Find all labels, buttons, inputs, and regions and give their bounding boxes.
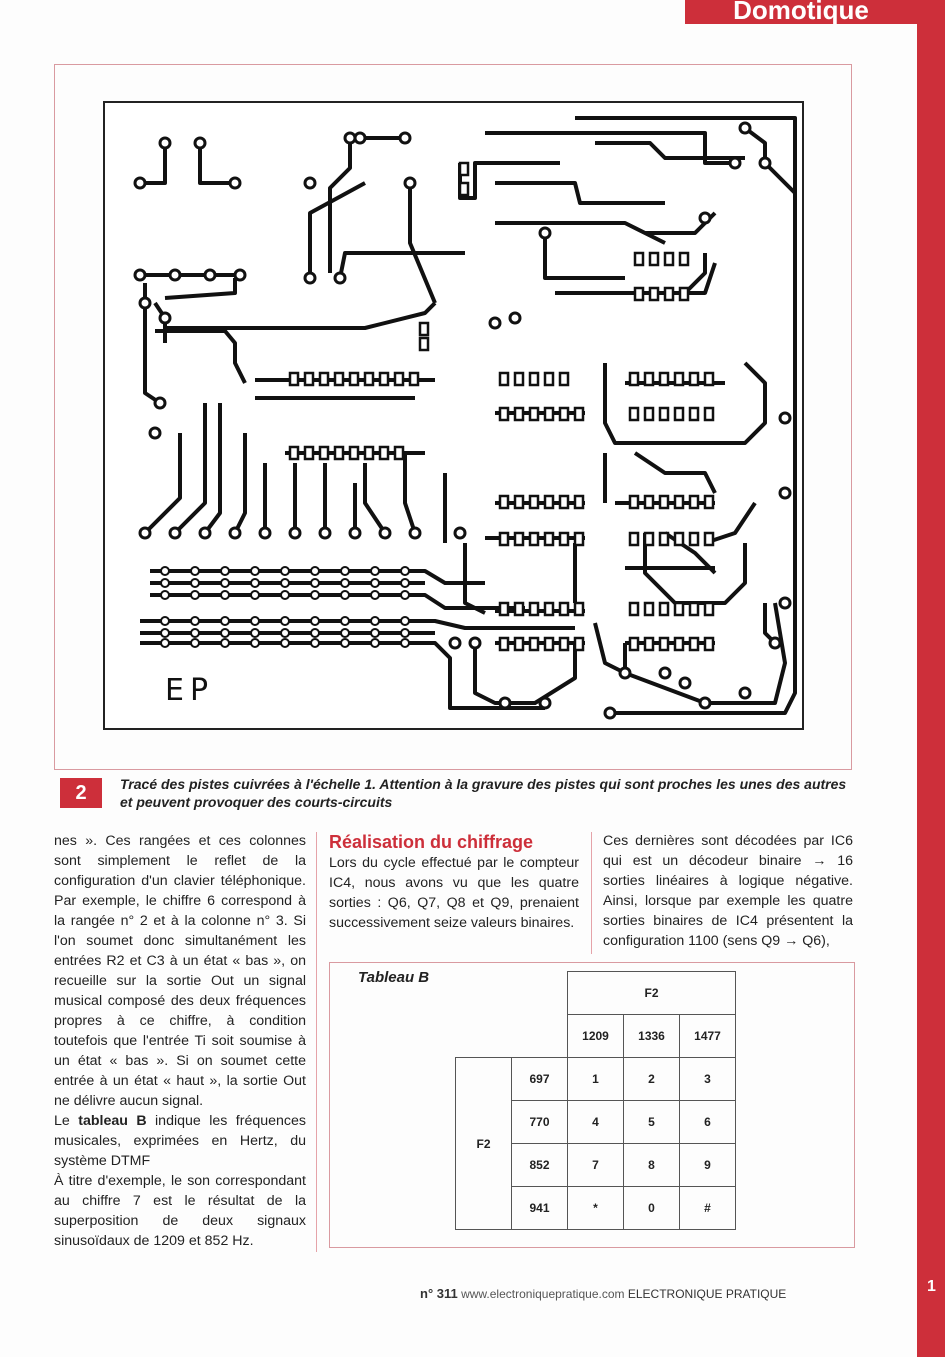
dtmf-table bbox=[455, 971, 736, 1230]
table-cell: 2 bbox=[624, 1058, 680, 1101]
figure-number-badge: 2 bbox=[60, 778, 102, 808]
text-column-2 bbox=[329, 831, 579, 933]
issue-number: n° 311 bbox=[420, 1286, 458, 1301]
row-header: 770 bbox=[512, 1101, 568, 1144]
column-divider bbox=[316, 832, 317, 1252]
column-header: 1336 bbox=[624, 1015, 680, 1058]
row-header: 852 bbox=[512, 1144, 568, 1187]
page-number-tab: 1 bbox=[927, 1278, 936, 1295]
table-cell: * bbox=[568, 1187, 624, 1230]
pcb-layout-image bbox=[103, 101, 804, 730]
column-header: 1477 bbox=[680, 1015, 736, 1058]
paragraph: À titre d'exemple, le son correspondant au chiffre 7 est le résultat de la superposition de deux signaux sinusoïdaux de 1209 et 852 Hz. bbox=[54, 1173, 306, 1249]
text-column-1 bbox=[54, 831, 306, 1251]
table-cell: 8 bbox=[624, 1144, 680, 1187]
column-divider bbox=[591, 832, 592, 954]
bold-reference: tableau B bbox=[78, 1113, 147, 1129]
section-heading: Réalisation du chiffrage bbox=[329, 832, 534, 852]
paragraph: nes ». Ces rangées et ces colonnes sont simplement le reflet de la configuration d'un clavier téléphonique. Par exemple, le chiffre 6 correspond à la rangée n° 2 et à la colonne n° 3. Si l'on soumet donc simultanément les entrées R2 et C3 à un état « bas », on recueille sur la sortie Out un signal musical composé des deux fréquences propres à ce chiffre, à condition toutefois que l'entrée Ti soit soumise à un état « bas ». Si on soumet cette entrée à un état « haut », la sortie Out ne délivre aucun signal. bbox=[54, 833, 306, 1109]
row-header: 697 bbox=[512, 1058, 568, 1101]
paragraph bbox=[54, 1111, 306, 1171]
table-cell: # bbox=[680, 1187, 736, 1230]
table-cell: 9 bbox=[680, 1144, 736, 1187]
table-cell: 0 bbox=[624, 1187, 680, 1230]
table-row bbox=[456, 1058, 736, 1101]
pcb-mark-label: EP bbox=[165, 673, 215, 708]
figure-caption: Tracé des pistes cuivrées à l'échelle 1. Attention à la gravure des pistes qui sont proches les unes des autres et peuvent provoquer des courts-circuits bbox=[120, 776, 847, 810]
column-header: 1209 bbox=[568, 1015, 624, 1058]
table-b-frame bbox=[329, 962, 855, 1248]
magazine-name: ELECTRONIQUE PRATIQUE bbox=[627, 1287, 787, 1301]
page-footer bbox=[420, 1286, 786, 1301]
table-cell: 7 bbox=[568, 1144, 624, 1187]
text-fragment: Le bbox=[54, 1113, 79, 1129]
pcb-tracks-drawing bbox=[105, 103, 802, 728]
page-edge-strip bbox=[917, 0, 945, 1357]
text-column-3 bbox=[603, 831, 853, 951]
paragraph: Lors du cycle effectué par le compteur IC4, nous avons vu que les quatre sorties : Q6, Q7, Q8 et Q9, prenaient successivement seize valeurs binaires. bbox=[329, 855, 579, 931]
table-cell: 1 bbox=[568, 1058, 624, 1101]
table-title: Tableau B bbox=[358, 969, 430, 986]
table-cell: 4 bbox=[568, 1101, 624, 1144]
paragraph: Ces dernières sont décodées par IC6 qui est un décodeur binaire → 16 sorties linéaires à logique négative. Ainsi, lorsque par exemple les quatre sorties binaires de IC4 présentent la configuration 1100 (sens Q9 → Q6), bbox=[603, 833, 853, 949]
row-header: 941 bbox=[512, 1187, 568, 1230]
text-fragment: indique les fréquences musicales, exprimées en Hertz, du système DTMF bbox=[54, 1113, 306, 1169]
column-group-header: F2 bbox=[568, 972, 736, 1015]
row-group-header: F2 bbox=[456, 1058, 512, 1230]
table-cell: 3 bbox=[680, 1058, 736, 1101]
table-cell: 6 bbox=[680, 1101, 736, 1144]
section-header: Domotique bbox=[685, 0, 917, 24]
table-cell: 5 bbox=[624, 1101, 680, 1144]
website-url: www.electroniquepratique.com bbox=[461, 1287, 625, 1301]
